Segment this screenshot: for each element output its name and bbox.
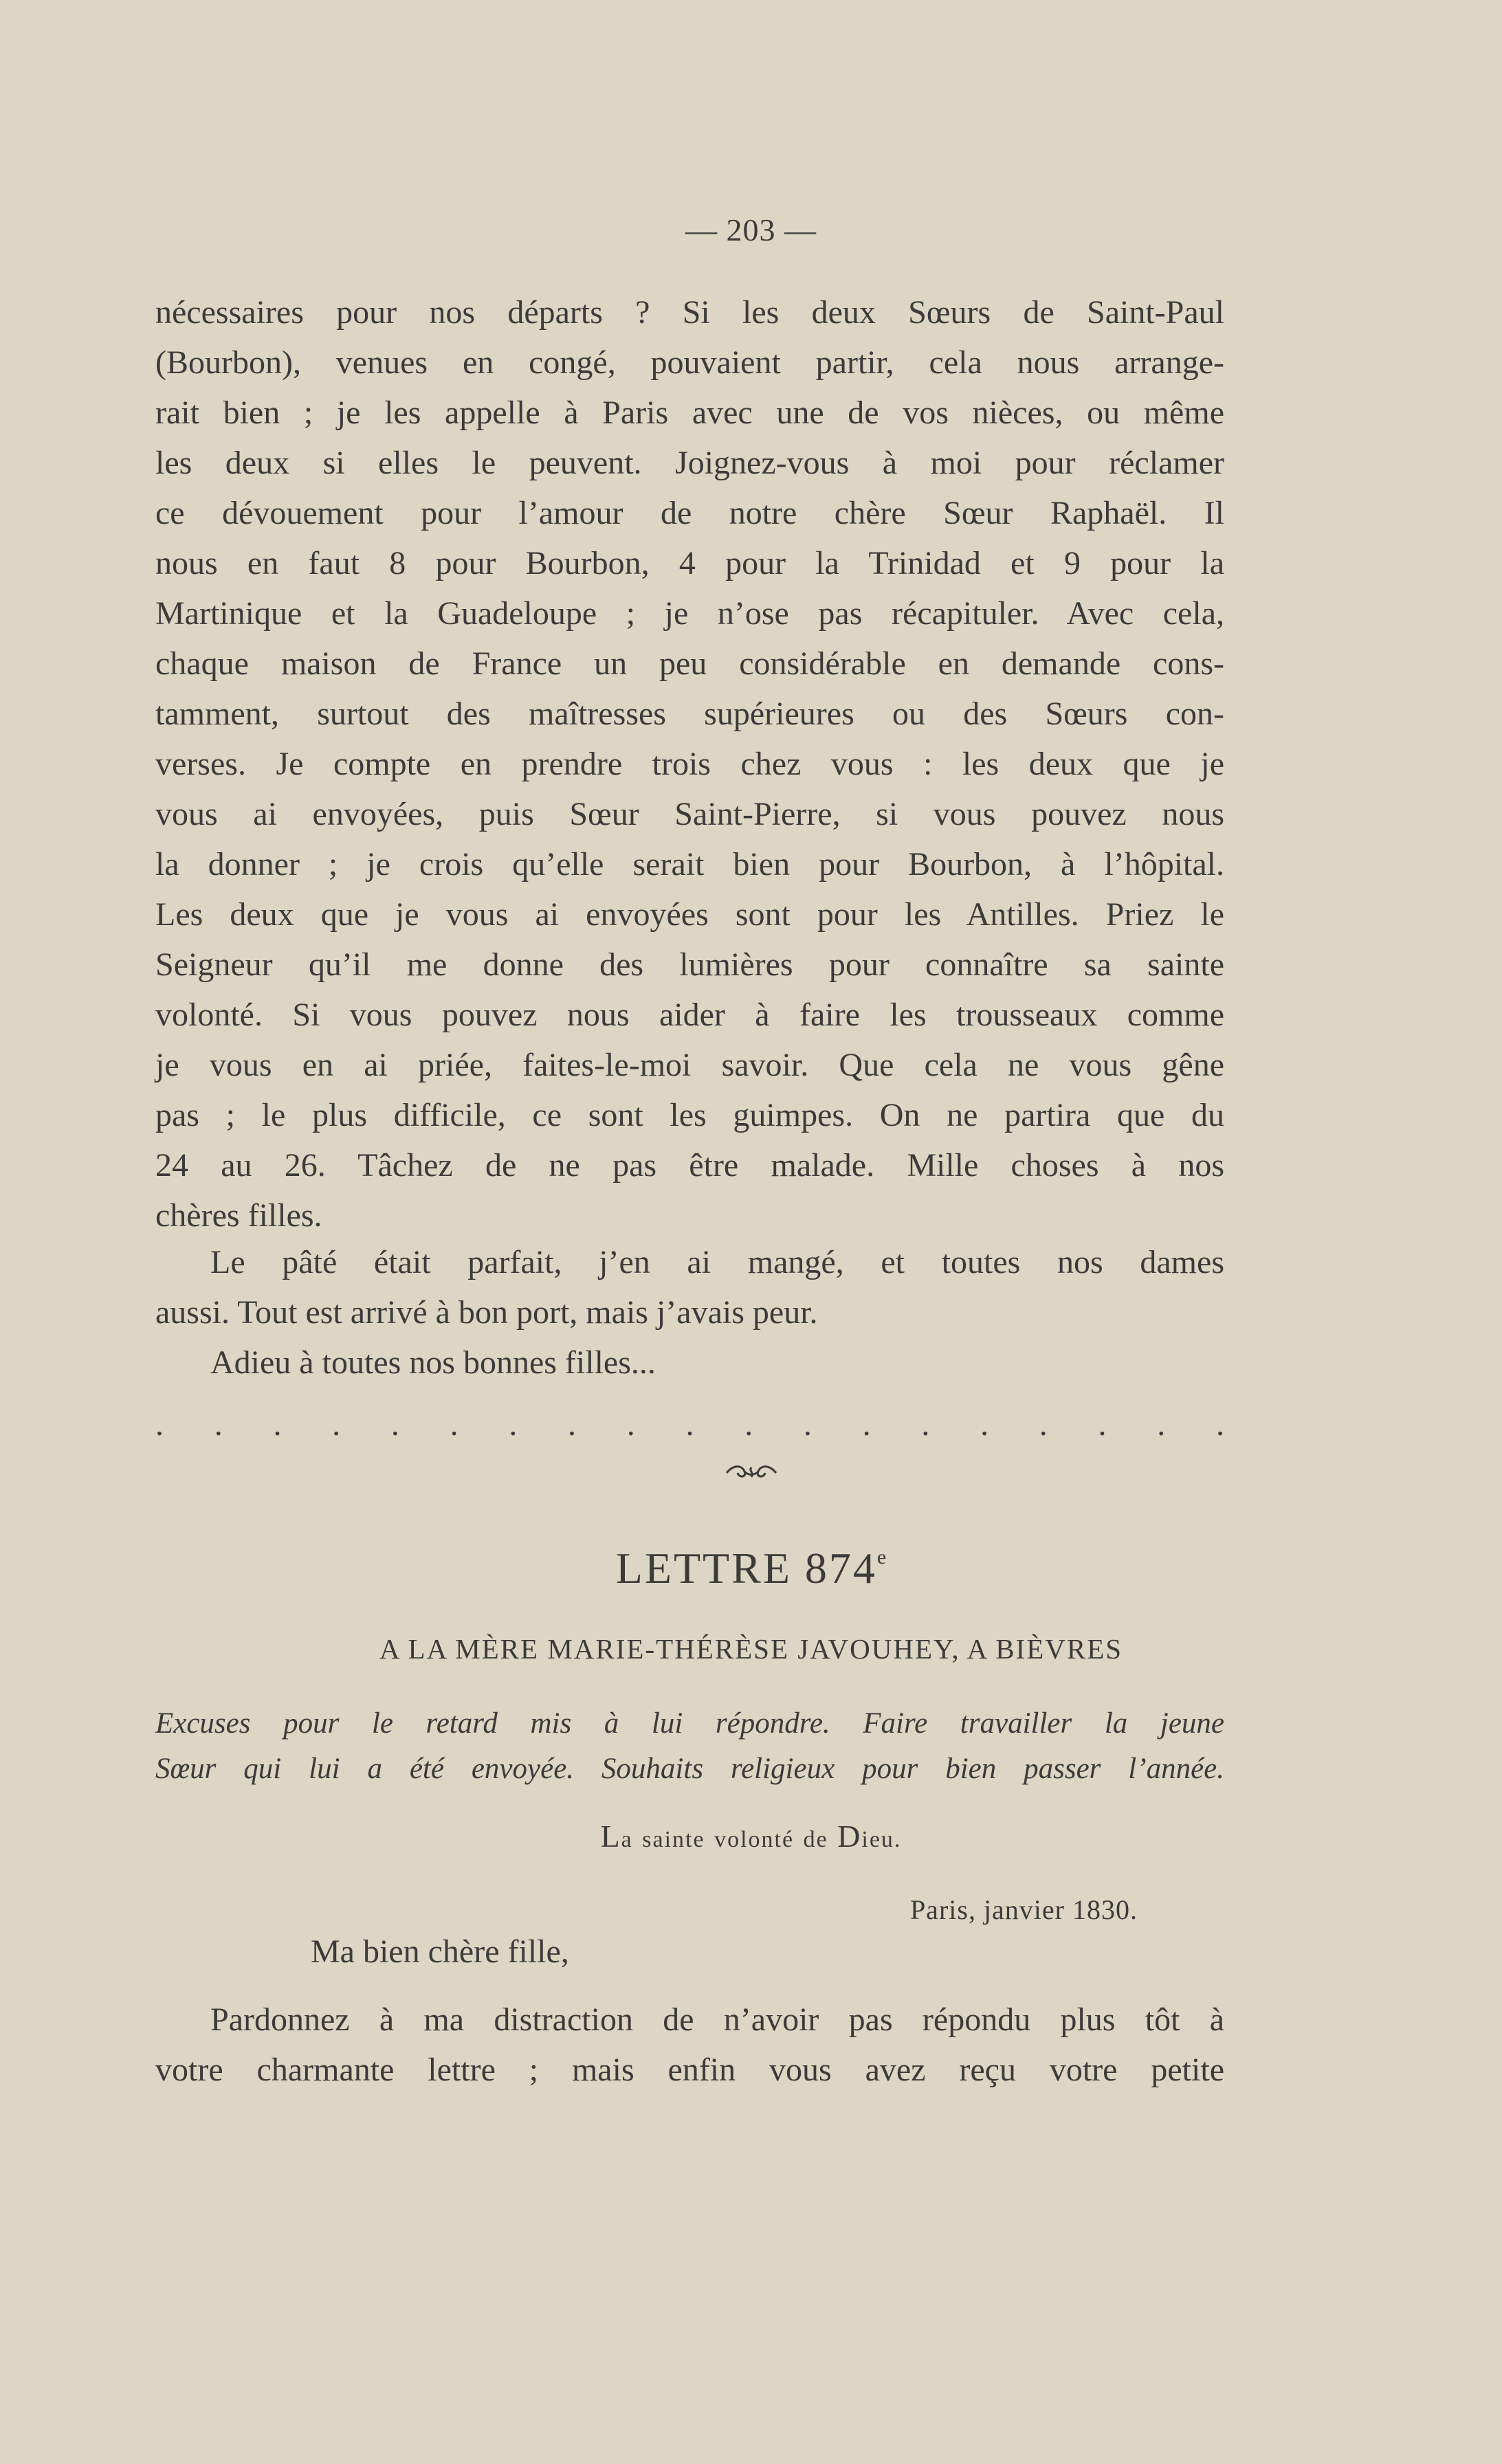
summary-line: Excuses pour le retard mis à lui répondre. Faire travailler la jeune [155, 1707, 1224, 1740]
letter-summary [155, 1701, 1224, 1792]
text-line: les deux si elles le peuvent. Joignez-vous à moi pour réclamer [155, 445, 1224, 481]
omission-dot: . [155, 1406, 164, 1443]
omission-dot: . [568, 1406, 577, 1443]
letter-title-suffix: e [876, 1546, 887, 1568]
letter-salutation: Ma bien chère fille, [311, 1933, 569, 1970]
text-line: Adieu à toutes nos bonnes filles... [210, 1344, 656, 1381]
omission-dot: . [980, 1406, 989, 1443]
text-line: chères filles. [155, 1197, 322, 1234]
paragraph-adieu [155, 1338, 1224, 1388]
text-line: je vous en ai priée, faites-le-moi savoir. Que cela ne vous gêne [155, 1047, 1224, 1083]
text-line: volonté. Si vous pouvez nous aider à faire les trousseaux comme [155, 997, 1224, 1033]
fleuron-ornament-icon [0, 1457, 1502, 1489]
motto-word: de [803, 1827, 828, 1852]
omission-dot: . [509, 1406, 518, 1443]
text-line: Les deux que je vous ai envoyées sont pour les Antilles. Priez le [155, 896, 1224, 933]
text-line: (Bourbon), venues en congé, pouvaient partir, cela nous arrange- [155, 344, 1224, 381]
text-line: 24 au 26. Tâchez de ne pas être malade. Mille choses à nos [155, 1147, 1224, 1184]
omission-dot: . [273, 1406, 282, 1443]
letter-addressee: A LA MÈRE MARIE-THÉRÈSE JAVOUHEY, A BIÈVRES [379, 1633, 1123, 1665]
omission-dot: . [1157, 1406, 1166, 1443]
omission-dot: . [744, 1406, 753, 1443]
text-line: ce dévouement pour l’amour de notre chère Sœur Raphaël. Il [155, 495, 1224, 531]
omission-dot: . [862, 1406, 871, 1443]
omission-dot: . [803, 1406, 812, 1443]
text-line: Seigneur qu’il me donne des lumières pour connaître sa sainte [155, 946, 1224, 983]
letter-title-text: LETTRE 874 [615, 1544, 877, 1592]
text-line: la donner ; je crois qu’elle serait bien pour Bourbon, à l’hôpital. [155, 846, 1224, 883]
motto-word: a [621, 1827, 633, 1852]
omission-dot: . [685, 1406, 694, 1443]
motto-word: volonté [714, 1827, 795, 1852]
omission-dot: . [450, 1406, 459, 1443]
omission-dot: . [214, 1406, 223, 1443]
motto-initial: L [600, 1819, 621, 1854]
text-line: nous en faut 8 pour Bourbon, 4 pour la Trinidad et 9 pour la [155, 545, 1224, 581]
fleuron-ornament-icon [724, 1462, 779, 1483]
text-line: nécessaires pour nos départs ? Si les deux Sœurs de Saint-Paul [155, 294, 1224, 331]
letter-motto [0, 1818, 1502, 1854]
letter-date: Paris, janvier 1830. [909, 1894, 1138, 1925]
omission-dot: . [390, 1406, 399, 1443]
letter-title [0, 1543, 1502, 1594]
paragraph-letter-continuation [155, 287, 1224, 1241]
summary-line: Sœur qui lui a été envoyée. Souhaits religieux pour bien passer l’année. [155, 1753, 1224, 1785]
text-line: Pardonnez à ma distraction de n’avoir pas répondu plus tôt à [210, 2001, 1224, 2038]
motto-initial: D [837, 1819, 862, 1854]
text-line: Martinique et la Guadeloupe ; je n’ose pas récapituler. Avec cela, [155, 595, 1224, 632]
omission-dot: . [1098, 1406, 1107, 1443]
text-line: rait bien ; je les appelle à Paris avec une de vos nièces, ou même [155, 395, 1224, 431]
motto-word: ieu. [861, 1827, 902, 1852]
text-line: aussi. Tout est arrivé à bon port, mais j’avais peur. [155, 1294, 818, 1331]
text-line: votre charmante lettre ; mais enfin vous avez reçu votre petite [155, 2052, 1224, 2088]
omission-dot: . [626, 1406, 635, 1443]
motto-word: sainte [642, 1827, 705, 1852]
omission-dot: . [1215, 1406, 1224, 1443]
omission-dot: . [332, 1406, 341, 1443]
text-line: verses. Je compte en prendre trois chez vous : les deux que je [155, 746, 1224, 782]
text-line: pas ; le plus difficile, ce sont les guimpes. On ne partira que du [155, 1097, 1224, 1133]
page-number: — 203 — [685, 212, 817, 247]
text-line: vous ai envoyées, puis Sœur Saint-Pierre, si vous pouvez nous [155, 796, 1224, 832]
text-line: chaque maison de France un peu considérable en demande cons- [155, 645, 1224, 682]
text-line: Le pâté était parfait, j’en ai mangé, et toutes nos dames [210, 1244, 1224, 1280]
omission-dot: . [1039, 1406, 1048, 1443]
text-line: tamment, surtout des maîtresses supérieures ou des Sœurs con- [155, 696, 1224, 732]
omission-dots [155, 1406, 1224, 1443]
paragraph-letter-body [155, 1995, 1224, 2095]
omission-dot: . [921, 1406, 930, 1443]
paragraph-pate [155, 1237, 1224, 1338]
